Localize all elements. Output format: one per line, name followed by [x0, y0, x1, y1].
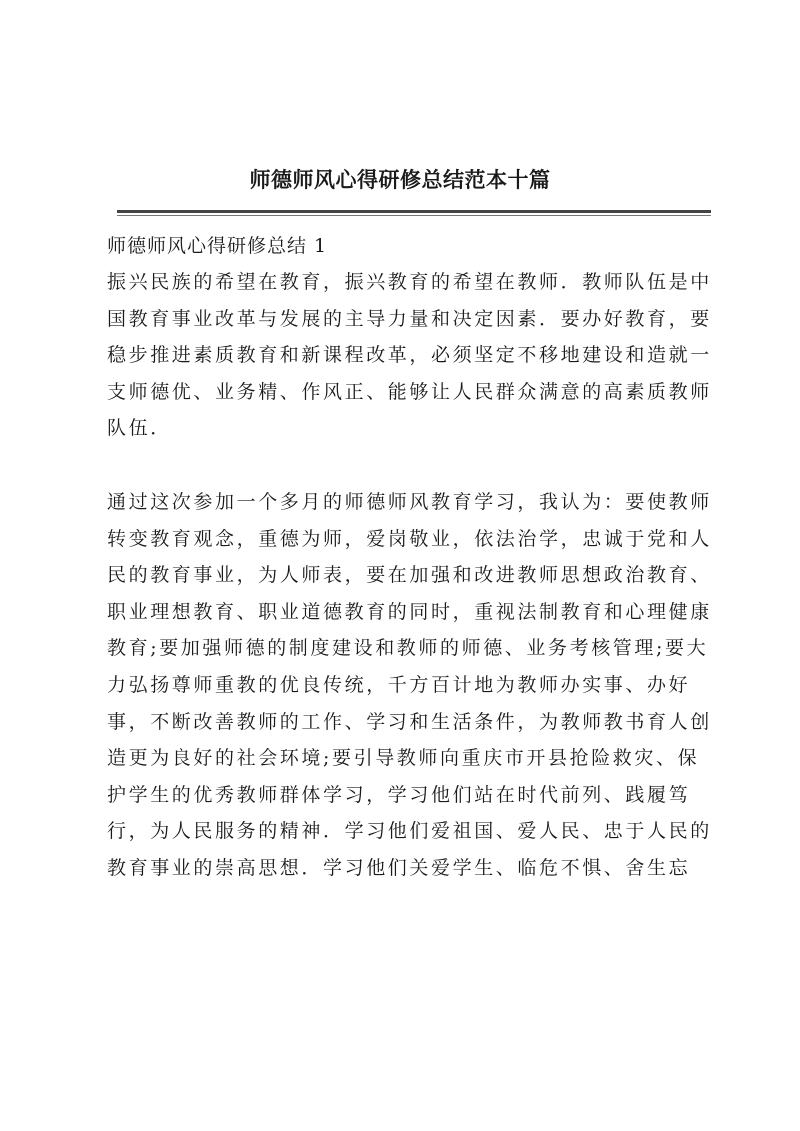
paragraph-line: 支师德优、业务精、作风正、能够让人民群众满意的高素质教师 [107, 380, 712, 403]
title-divider [117, 210, 711, 213]
paragraph-line: 护学生的优秀教师群体学习，学习他们站在时代前列、践履笃 [107, 783, 691, 806]
document-body [107, 228, 713, 887]
paragraph-line: 力弘扬尊师重教的优良传统，千方百计地为教师办实事、办好 [107, 673, 691, 696]
paragraph-line: 转变教育观念，重德为师，爱岗敬业，依法治学，忠诚于党和人 [107, 527, 712, 550]
document-title: 师德师风心得研修总结范本十篇 [249, 167, 551, 192]
paragraph-line: 教育;要加强师德的制度建设和教师的师德、业务考核管理;要大 [107, 637, 709, 660]
paragraph-line: 造更为良好的社会环境;要引导教师向重庆市开县抢险救灾、保 [107, 747, 700, 770]
paragraph-line: 职业理想教育、职业道德教育的同时，重视法制教育和心理健康 [107, 600, 712, 623]
paragraph-line: 队伍． [107, 417, 172, 440]
paragraph-line: 民的教育事业，为人师表，要在加强和改进教师思想政治教育、 [107, 564, 712, 587]
paragraph-line: 通过这次参加一个多月的师德师风教育学习，我认为：要使教师 [107, 490, 712, 513]
title-divider-thin [117, 215, 711, 216]
paragraph-line: 稳步推进素质教育和新课程改革，必须坚定不移地建设和造就一 [107, 344, 712, 367]
paragraph-line: 事，不断改善教师的工作、学习和生活条件，为教师教书育人创 [107, 710, 712, 733]
paragraph-line: 振兴民族的希望在教育，振兴教育的希望在教师．教师队伍是中 [107, 271, 712, 293]
paragraph-line: 国教育事业改革与发展的主导力量和决定因素．要办好教育，要 [107, 307, 712, 330]
paragraph-line: 教育事业的崇高思想．学习他们关爱学生、临危不惧、舍生忘 [107, 856, 691, 879]
section-heading: 师德师风心得研修总结 1 [107, 235, 328, 257]
paragraph-line: 行，为人民服务的精神．学习他们爱祖国、爱人民、忠于人民的 [107, 820, 712, 843]
paragraph-2 [107, 484, 713, 887]
paragraph-1 [107, 264, 713, 447]
